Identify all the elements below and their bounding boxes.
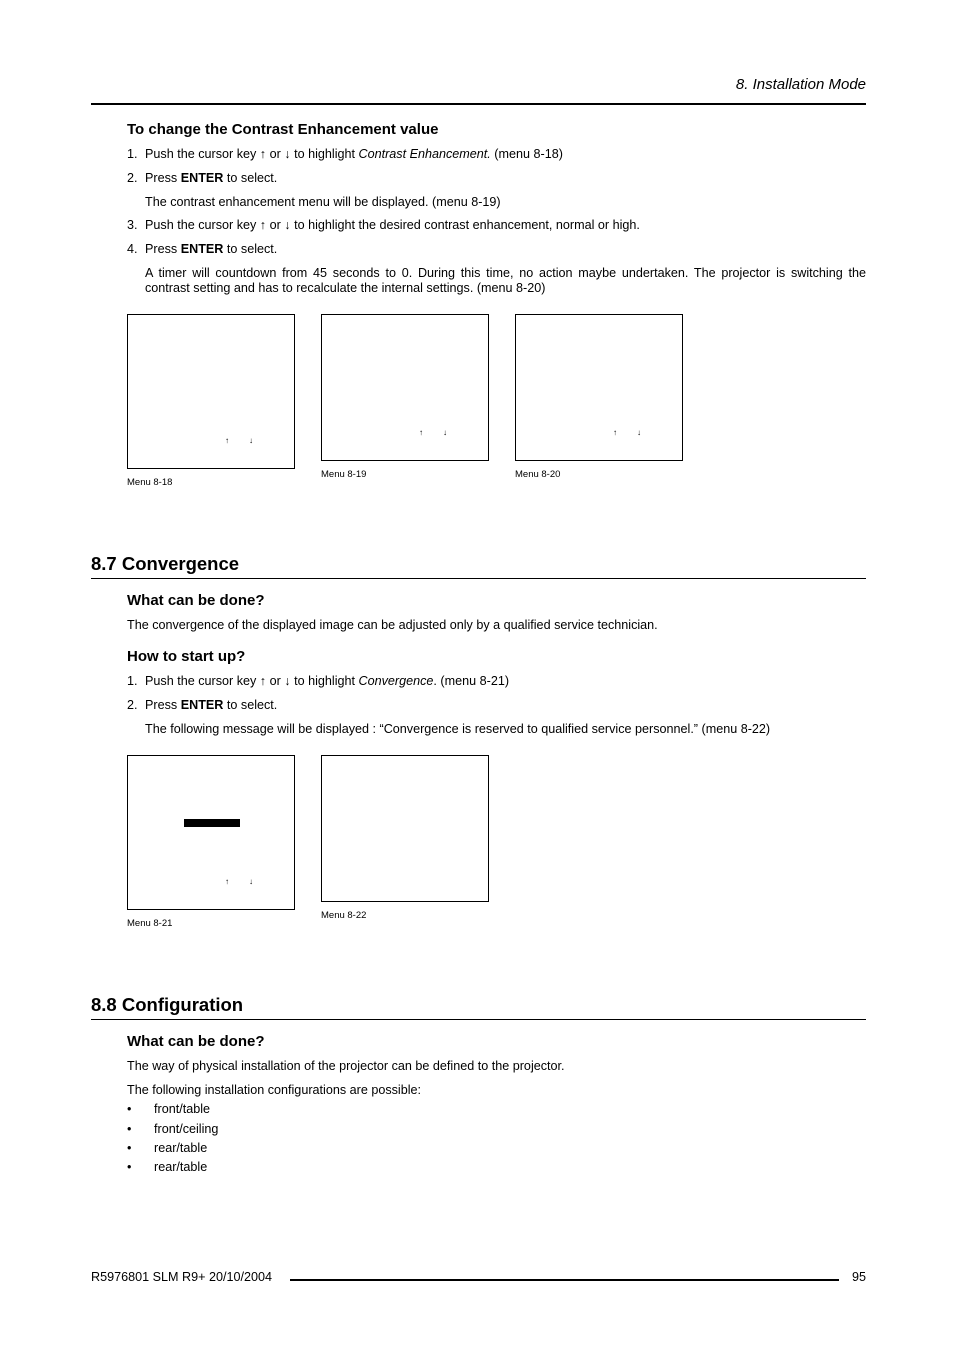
menu-8-22-caption: Menu 8-22 — [321, 910, 367, 921]
contrast-step-2 — [127, 171, 277, 186]
menu-8-22-image — [321, 755, 489, 902]
section-title-convergence: 8.7 Convergence — [91, 553, 240, 574]
configuration-what-heading: What can be done? — [127, 1033, 265, 1050]
step-text: to select. — [223, 698, 278, 712]
step-number: 2. — [127, 171, 138, 185]
footer-doc-id: R5976801 SLM R9+ 20/10/2004 — [91, 1270, 272, 1284]
step-number: 1. — [127, 674, 138, 688]
contrast-step-1 — [127, 147, 563, 162]
contrast-note-2: The contrast enhancement menu will be displayed. (menu 8-19) — [145, 195, 501, 209]
configuration-text-2: The following installation configurations are possible: — [127, 1083, 422, 1097]
menu-highlight-bar — [184, 819, 240, 827]
menu-8-21-caption: Menu 8-21 — [127, 918, 173, 929]
contrast-heading: To change the Contrast Enhancement value — [127, 121, 439, 138]
step-text: Push the cursor key ↑ or ↓ to highlight the desired contrast enhancement, normal or high. — [145, 218, 640, 232]
step-text: Press — [145, 698, 181, 712]
key-name: ENTER — [180, 242, 224, 256]
footer-rule — [290, 1279, 839, 1281]
configuration-text-1: The way of physical installation of the projector can be defined to the projector. — [127, 1059, 565, 1073]
list-item-text: rear/table — [154, 1141, 208, 1155]
convergence-what-heading: What can be done? — [127, 592, 265, 609]
list-item — [127, 1160, 207, 1175]
step-text: Press — [145, 242, 181, 256]
menu-8-19-image — [321, 314, 489, 461]
convergence-step-2 — [127, 698, 277, 713]
step-text: Push the cursor key ↑ or ↓ to highlight — [145, 147, 359, 161]
contrast-step-4 — [127, 242, 277, 257]
step-text: to select. — [223, 242, 278, 256]
bullet: • — [127, 1160, 132, 1174]
running-header: 8. Installation Mode — [735, 76, 866, 93]
menu-8-18-image — [127, 314, 295, 469]
section-rule — [91, 578, 866, 579]
section-rule — [91, 1019, 866, 1020]
contrast-note-4: A timer will countdown from 45 seconds to 0. During this time, no action maybe undertaken. The projector is switching the contrast setting and has to recalculate the internal settings. (menu 8-20) — [145, 266, 866, 295]
menu-8-21-image — [127, 755, 295, 910]
step-text: Press — [145, 171, 181, 185]
arrow-up-icon: ↑ — [613, 428, 617, 437]
menu-item-name: Convergence — [358, 674, 434, 688]
step-number: 2. — [127, 698, 138, 712]
step-number: 1. — [127, 147, 138, 161]
arrow-up-icon: ↑ — [419, 428, 423, 437]
key-name: ENTER — [180, 698, 224, 712]
convergence-how-heading: How to start up? — [127, 648, 246, 665]
list-item-text: front/ceiling — [154, 1122, 219, 1136]
list-item — [127, 1122, 218, 1137]
list-item — [127, 1141, 207, 1156]
arrow-up-icon: ↑ — [225, 436, 229, 445]
step-text: Push the cursor key ↑ or ↓ to highlight — [145, 674, 359, 688]
bullet: • — [127, 1122, 132, 1136]
arrow-down-icon: ↓ — [249, 877, 253, 886]
menu-8-19-caption: Menu 8-19 — [321, 469, 367, 480]
key-name: ENTER — [180, 171, 224, 185]
arrow-down-icon: ↓ — [249, 436, 253, 445]
step-text: (menu 8-18) — [490, 147, 563, 161]
list-item-text: front/table — [154, 1102, 211, 1116]
convergence-step-1 — [127, 674, 509, 689]
list-item — [127, 1102, 210, 1117]
header-rule — [91, 103, 866, 105]
step-text: to select. — [223, 171, 278, 185]
menu-8-20-caption: Menu 8-20 — [515, 469, 561, 480]
menu-8-18-caption: Menu 8-18 — [127, 477, 173, 488]
bullet: • — [127, 1141, 132, 1155]
step-number: 3. — [127, 218, 138, 232]
step-number: 4. — [127, 242, 138, 256]
bullet: • — [127, 1102, 132, 1116]
section-title-configuration: 8.8 Configuration — [91, 994, 244, 1015]
convergence-what-text: The convergence of the displayed image can be adjusted only by a qualified service technician. — [127, 618, 658, 632]
arrow-up-icon: ↑ — [225, 877, 229, 886]
list-item-text: rear/table — [154, 1160, 208, 1174]
arrow-down-icon: ↓ — [443, 428, 447, 437]
menu-item-name: Contrast Enhancement. — [358, 147, 491, 161]
menu-8-20-image — [515, 314, 683, 461]
convergence-note-2: The following message will be displayed : “Convergence is reserved to qualified service personnel.” (menu 8-22) — [145, 722, 771, 736]
arrow-down-icon: ↓ — [637, 428, 641, 437]
step-text: . (menu 8-21) — [433, 674, 510, 688]
page-number: 95 — [851, 1270, 866, 1284]
contrast-step-3 — [127, 218, 640, 233]
